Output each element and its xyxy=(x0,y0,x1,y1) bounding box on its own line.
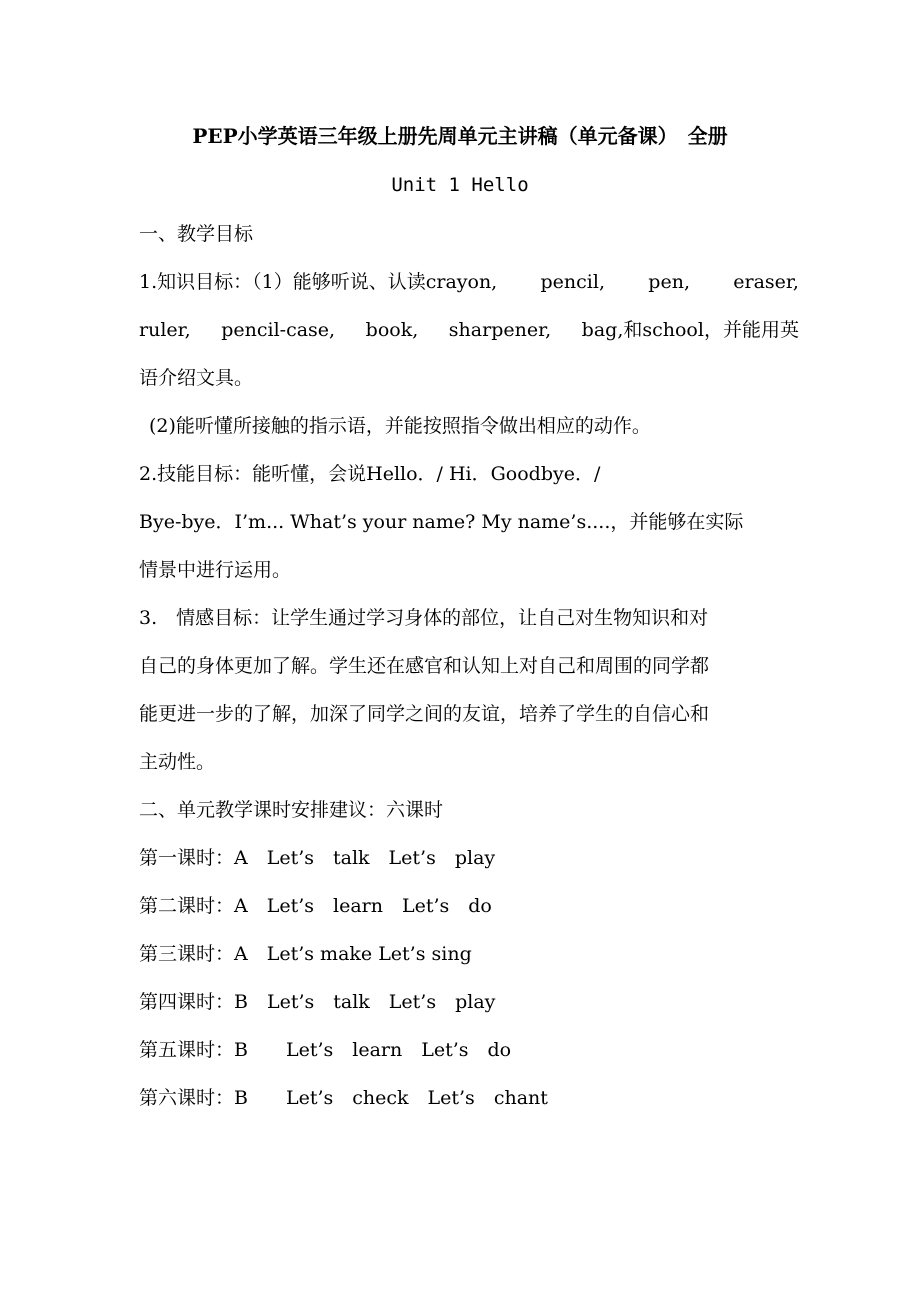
knowledge-goal-word: sharpener, xyxy=(448,319,552,341)
knowledge-goal-word: bag,和school，并能用英 xyxy=(581,319,799,341)
knowledge-goal-word: 1.知识目标：（1）能够听说、认读crayon, xyxy=(139,271,498,293)
emotion-goal-line-1: 3. 情感目标：让学生通过学习身体的部位，让自己对生物知识和对 xyxy=(139,607,709,629)
knowledge-goal-line-1 xyxy=(139,269,799,295)
skill-goal-line-3: 情景中进行运用。 xyxy=(139,559,292,581)
document-title: PEP小学英语三年级上册先周单元主讲稿（单元备课） 全册 xyxy=(192,124,728,148)
lesson-item-2: 第二课时：A Let’s learn Let’s do xyxy=(139,895,492,917)
skill-goal-line-2: Bye-bye．I’m... What’s your name? My name’s....，并能够在实际 xyxy=(139,511,744,533)
emotion-goal-line-3: 能更进一步的了解，加深了同学之间的友谊，培养了学生的自信心和 xyxy=(139,703,710,725)
emotion-goal-line-4: 主动性。 xyxy=(139,751,216,773)
skill-goal-line-1: 2.技能目标：能听懂，会说Hello．/ Hi．Goodbye．/ xyxy=(139,463,601,485)
knowledge-goal-word: pencil, xyxy=(540,271,605,293)
lesson-item-1: 第一课时：A Let’s talk Let’s play xyxy=(139,847,496,869)
unit-subtitle: Unit 1 Hello xyxy=(391,174,529,196)
lesson-item-3: 第三课时：A Let’s make Let’s sing xyxy=(139,943,472,965)
knowledge-goal-word: book, xyxy=(365,319,419,341)
section-heading-goals: 一、教学目标 xyxy=(139,223,254,245)
knowledge-goal-word: eraser, xyxy=(733,271,799,293)
knowledge-goal-part-2: (2)能听懂所接触的指示语，并能按照指令做出相应的动作。 xyxy=(149,415,651,437)
emotion-goal-line-2: 自己的身体更加了解。学生还在感官和认知上对自己和周围的同学都 xyxy=(139,655,710,677)
knowledge-goal-word: pen, xyxy=(648,271,690,293)
section-heading-schedule: 二、单元教学课时安排建议：六课时 xyxy=(139,799,444,821)
knowledge-goal-line-3: 语介绍文具。 xyxy=(139,367,254,389)
lesson-item-4: 第四课时：B Let’s talk Let’s play xyxy=(139,991,496,1013)
lesson-item-6: 第六课时：B Let’s check Let’s chant xyxy=(139,1087,548,1109)
knowledge-goal-line-2 xyxy=(139,317,799,343)
knowledge-goal-word: ruler, xyxy=(139,319,191,341)
knowledge-goal-word: pencil-case, xyxy=(221,319,336,341)
lesson-item-5: 第五课时：B Let’s learn Let’s do xyxy=(139,1039,512,1061)
